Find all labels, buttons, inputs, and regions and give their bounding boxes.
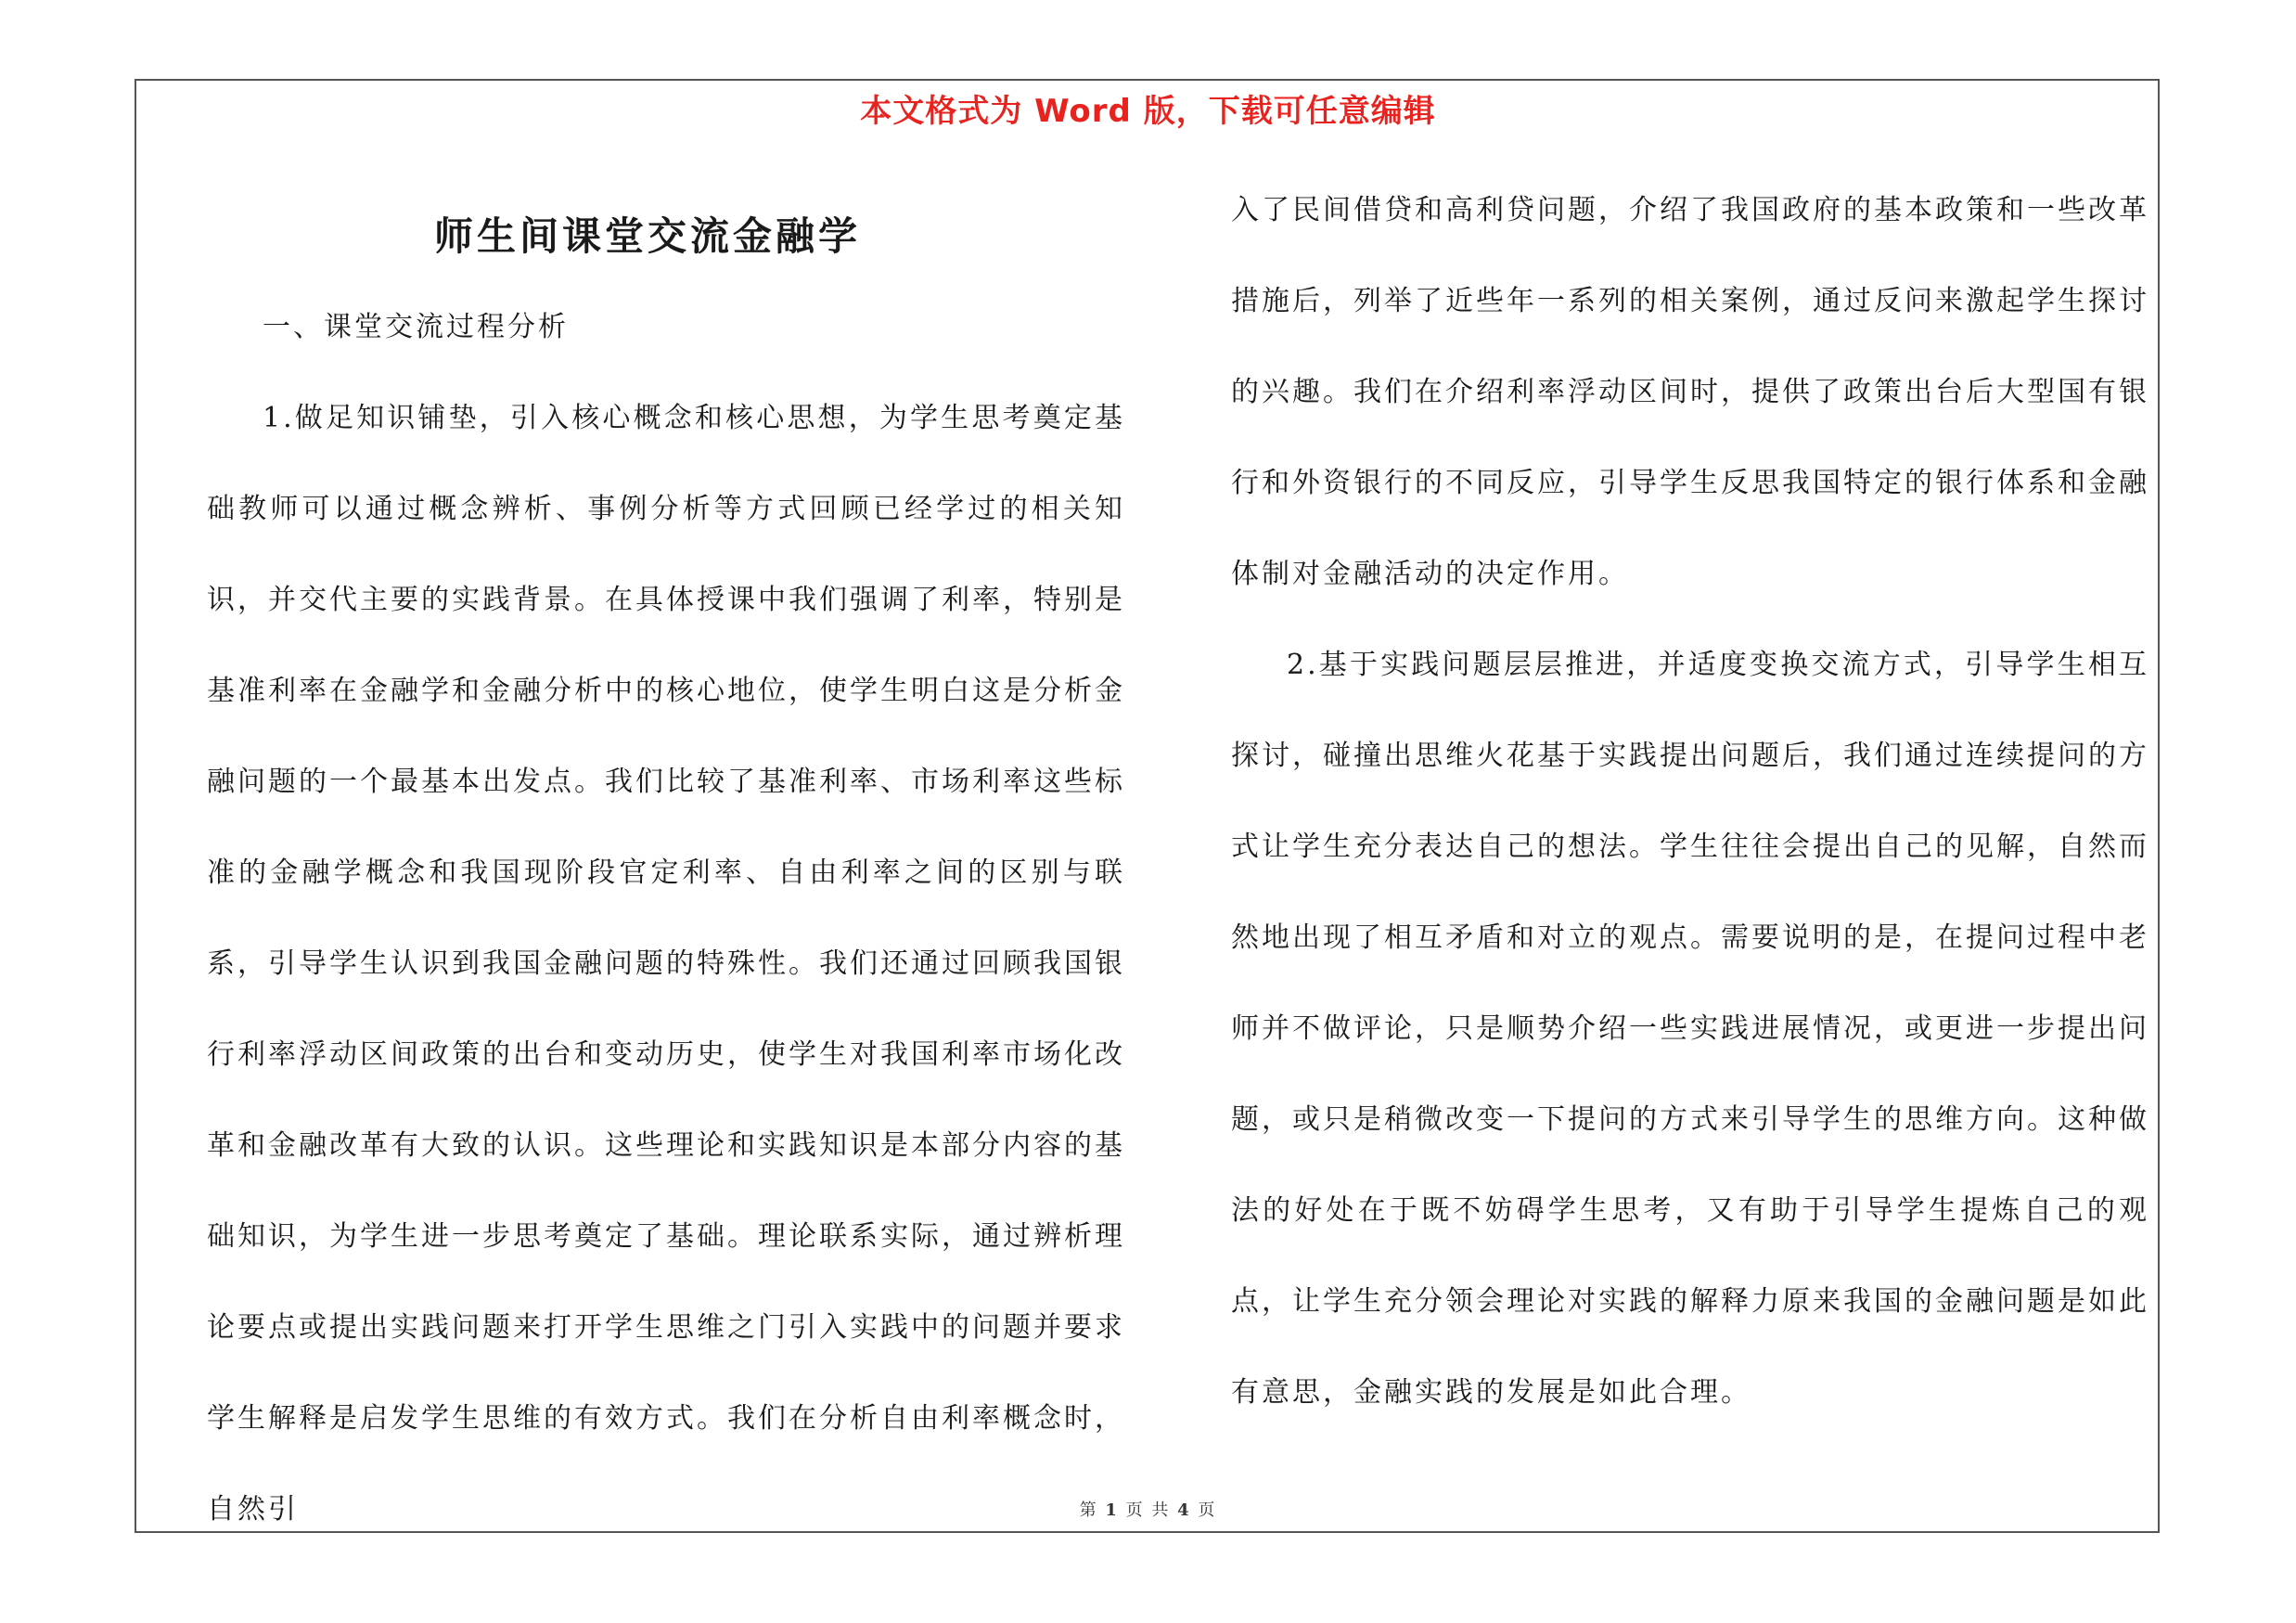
page-footer bbox=[0, 1497, 2296, 1521]
paragraph-1: 1.做足知识铺垫，引入核心概念和核心思想，为学生思考奠定基础教师可以通过概念辨析、事例分析等方式回顾已经学过的相关知识，并交代主要的实践背景。在具体授课中我们强调了利率，特别是基准利率在金融学和金融分析中的核心地位，使学生明白这是分析金融问题的一个最基本出发点。我们比较了基准利率、市场利率这些标准的金融学概念和我国现阶段官定利率、自由利率之间的区别与联系，引导学生认识到我国金融问题的特殊性。我们还通过回顾我国银行利率浮动区间政策的出台和变动历史，使学生对我国利率市场化改革和金融改革有大致的认识。这些理论和实践知识是本部分内容的基础知识，为学生进一步思考奠定了基础。理论联系实际，通过辨析理论要点或提出实践问题来打开学生思维之门引入实践中的问题并要求学生解释是启发学生思维的有效方式。我们在分析自由利率概念时，自然引 bbox=[207, 402, 1125, 1526]
footer-current-page: 1 bbox=[1105, 1501, 1119, 1520]
footer-middle: 页 共 bbox=[1125, 1501, 1171, 1520]
footer-prefix: 第 bbox=[1079, 1501, 1098, 1520]
word-format-banner: 本文格式为 Word 版，下载可任意编辑 bbox=[860, 93, 1436, 130]
footer-suffix: 页 bbox=[1198, 1501, 1217, 1520]
left-column bbox=[207, 191, 1125, 1555]
right-column bbox=[1231, 165, 2149, 1438]
paragraph-2: 2.基于实践问题层层推进，并适度变换交流方式，引导学生相互探讨，碰撞出思维火花基于实践提出问题后，我们通过连续提问的方式让学生充分表达自己的想法。学生往往会提出自己的见解，自然而然地出现了相互矛盾和对立的观点。需要说明的是，在提问过程中老师并不做评论，只是顺势介绍一些实践进展情况，或更进一步提出问题，或只是稍微改变一下提问的方式来引导学生的思维方向。这种做法的好处在于既不妨碍学生思考，又有助于引导学生提炼自己的观点，让学生充分领会理论对实践的解释力原来我国的金融问题是如此有意思，金融实践的发展是如此合理。 bbox=[1231, 649, 2149, 1409]
document-title: 师生间课堂交流金融学 bbox=[433, 213, 861, 259]
footer-total-pages: 4 bbox=[1177, 1501, 1191, 1520]
paragraph-continued: 入了民间借贷和高利贷问题，介绍了我国政府的基本政策和一些改革措施后，列举了近些年一系列的相关案例，通过反问来激起学生探讨的兴趣。我们在介绍利率浮动区间时，提供了政策出台后大型国有银行和外资银行的不同反应，引导学生反思我国特定的银行体系和金融体制对金融活动的决定作用。 bbox=[1231, 194, 2149, 590]
section-heading: 一、课堂交流过程分析 bbox=[263, 311, 569, 343]
